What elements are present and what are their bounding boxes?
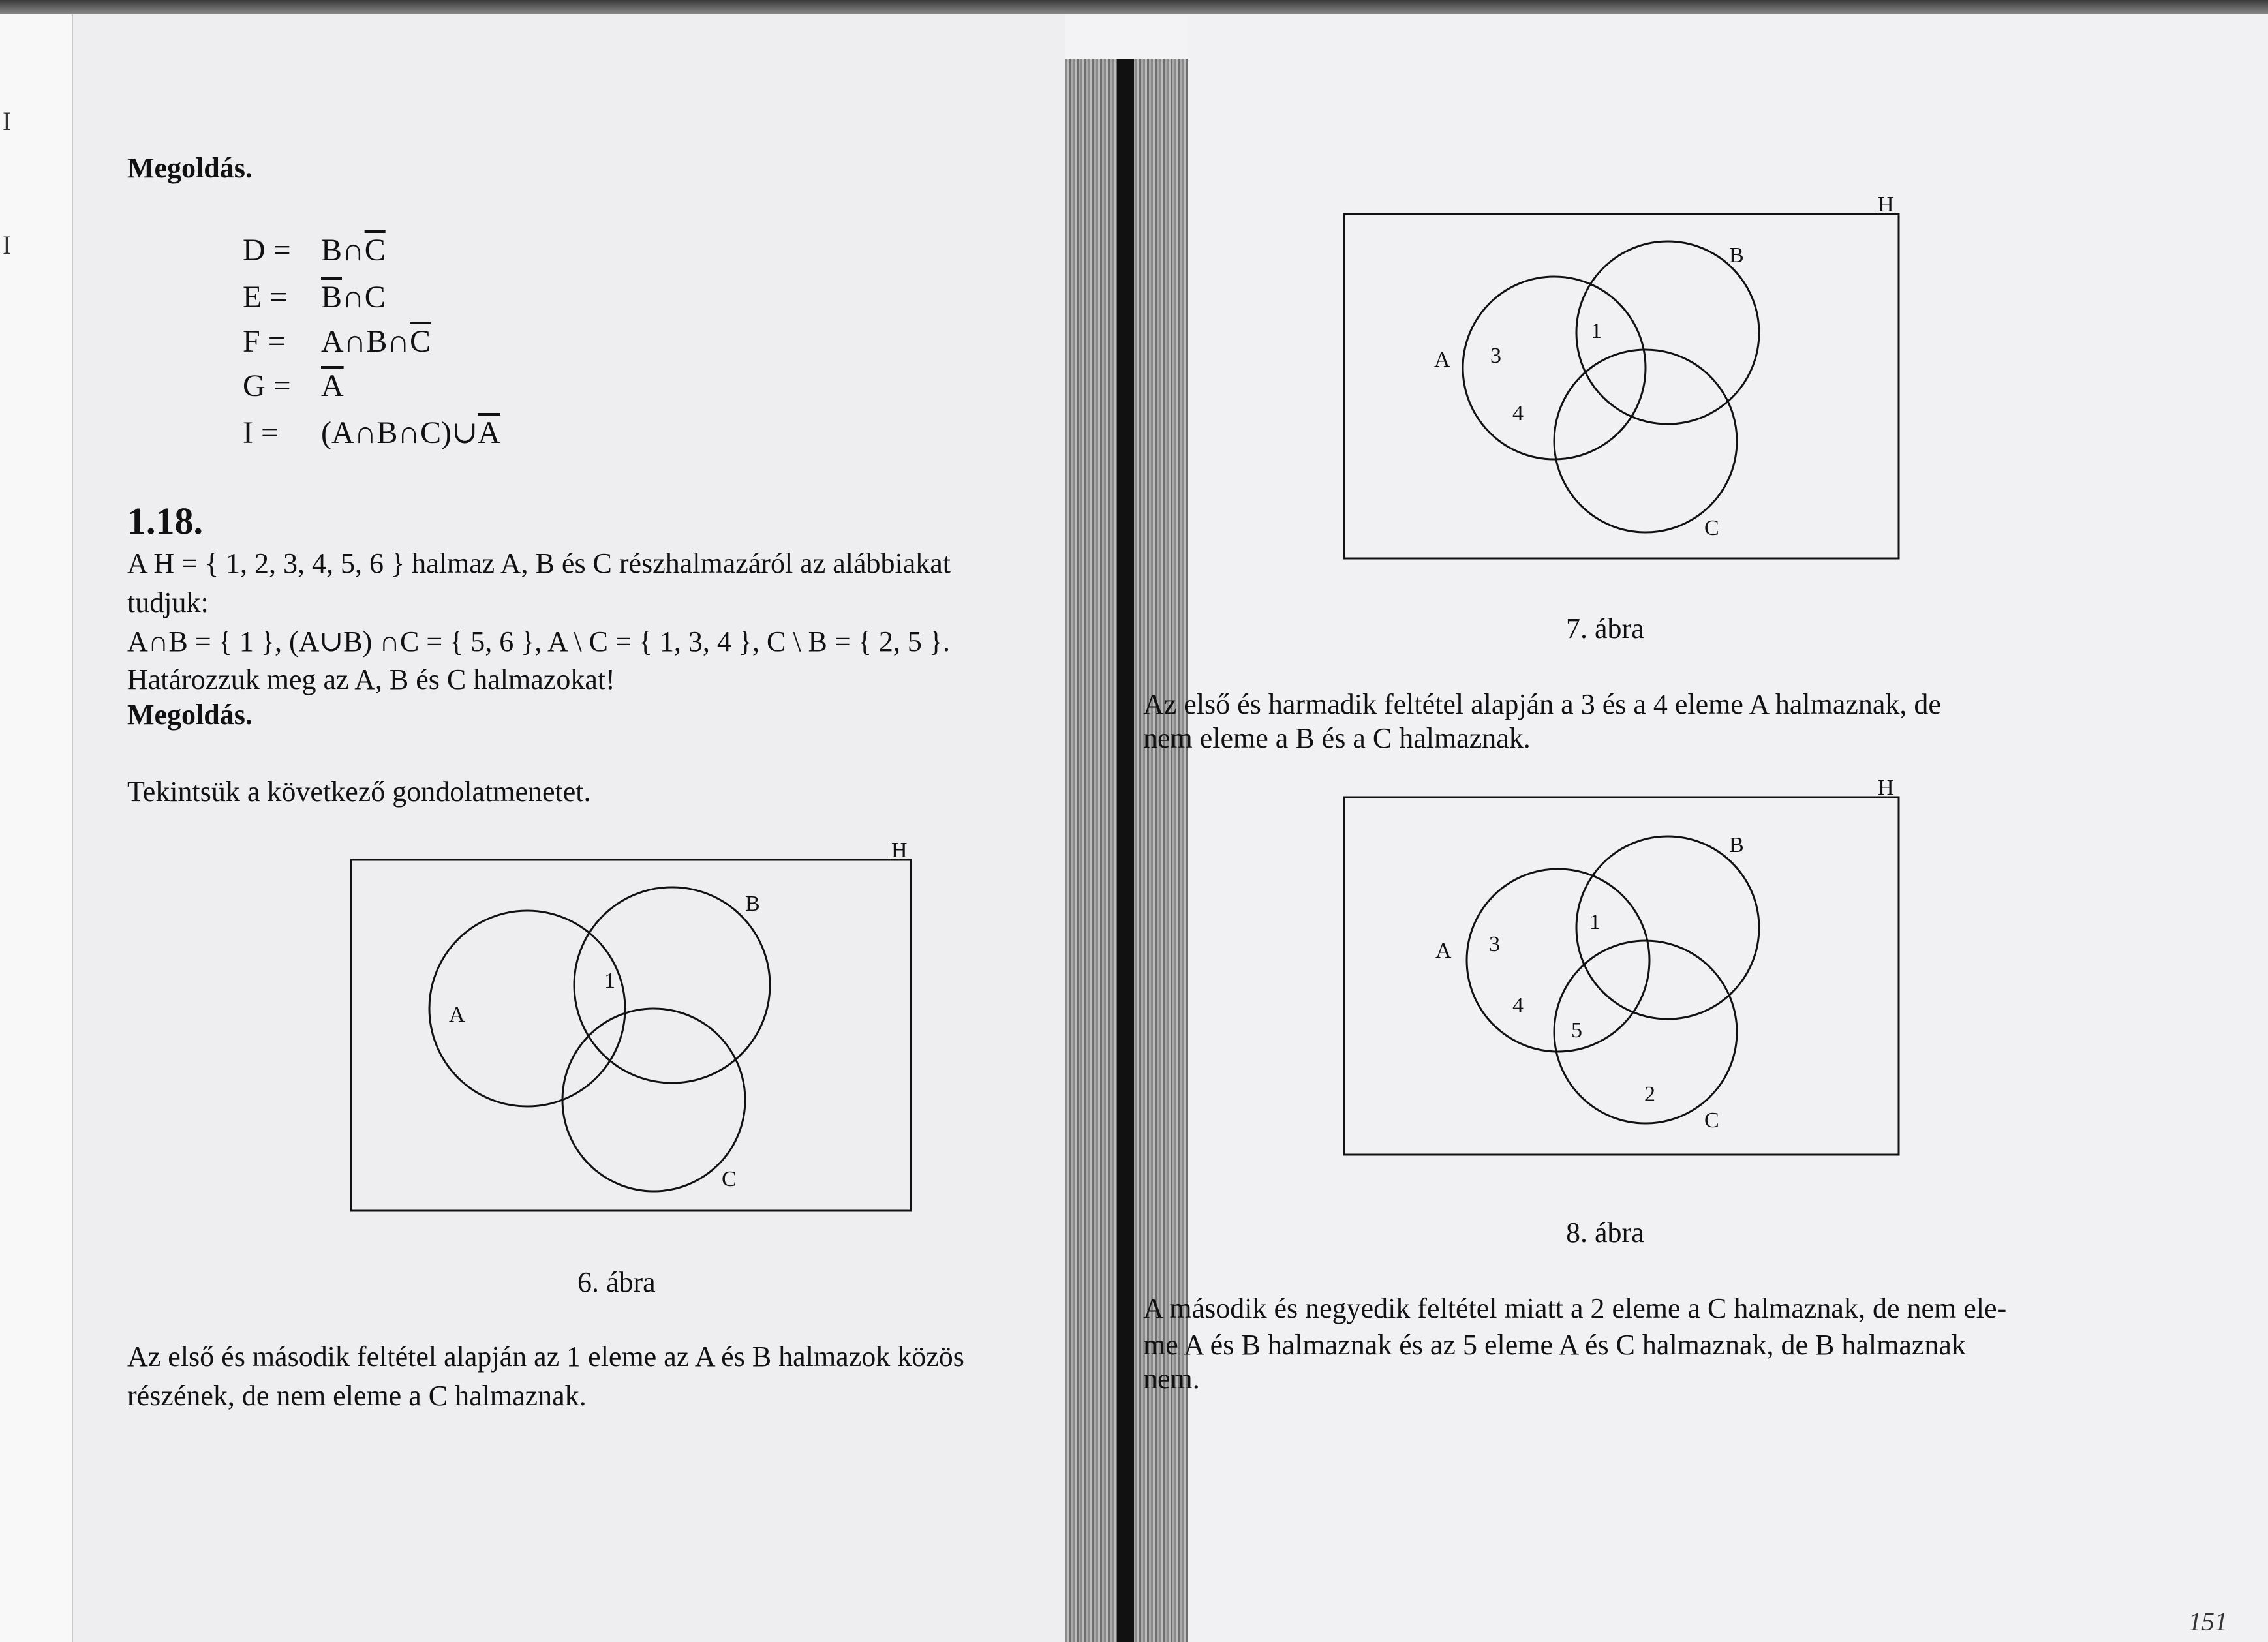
element-label: 1 bbox=[1591, 319, 1602, 343]
set-a-circle bbox=[1467, 869, 1649, 1052]
equation-lhs: D = bbox=[243, 233, 291, 267]
body-text-line: részének, de nem eleme a C halmaznak. bbox=[127, 1380, 587, 1412]
body-text-line: nem. bbox=[1143, 1363, 1200, 1395]
solution-heading: Megoldás. bbox=[127, 699, 253, 731]
equation-term: $\overline{C}$ bbox=[364, 233, 386, 267]
margin-mark: I bbox=[3, 230, 12, 260]
equation-term: C) bbox=[420, 416, 452, 450]
figure-caption: 7. ábra bbox=[1566, 613, 1644, 645]
set-b-circle bbox=[1576, 836, 1759, 1019]
problem-statement-line: tudjuk: bbox=[127, 586, 209, 618]
set-b-label: B bbox=[1729, 833, 1744, 857]
element-label: 4 bbox=[1512, 994, 1524, 1018]
equation-term: A bbox=[321, 324, 344, 359]
set-a-label: A bbox=[449, 1003, 465, 1027]
universe-rect bbox=[1344, 797, 1899, 1155]
universe-label: H bbox=[891, 838, 908, 862]
element-label: 1 bbox=[604, 969, 615, 993]
equation-term: ∩ bbox=[342, 233, 365, 267]
set-b-label: B bbox=[1729, 243, 1744, 267]
page-number: 151 bbox=[2188, 1607, 2228, 1636]
body-text-line: Az első és harmadik feltétel alapján a 3 és a 4 eleme A halmaznak, de bbox=[1143, 688, 1941, 720]
equation-term: C bbox=[364, 280, 386, 314]
equation-lhs: I = bbox=[243, 416, 279, 450]
body-text-line: me A és B halmaznak és az 5 eleme A és C halmaznak, de B halmaznak bbox=[1143, 1329, 1966, 1361]
equation-lhs: G = bbox=[243, 369, 291, 403]
equation-term: $\overline{B}$ bbox=[321, 280, 343, 314]
solution-heading: Megoldás. bbox=[127, 152, 253, 184]
equation-term: B bbox=[321, 233, 343, 267]
body-text-line: Az első és második feltétel alapján az 1 eleme az A és B halmazok közös bbox=[127, 1341, 964, 1373]
equation-term: (A bbox=[321, 416, 354, 450]
margin-mark: I bbox=[3, 106, 12, 136]
equation-term: ∪ bbox=[452, 416, 478, 450]
equation-lhs: F = bbox=[243, 324, 286, 359]
equation-term: ∩ bbox=[354, 416, 377, 450]
set-a-label: A bbox=[1435, 939, 1452, 963]
body-text-line: A második és negyedik feltétel miatt a 2 eleme a C halmaznak, de nem ele- bbox=[1143, 1292, 2007, 1324]
set-b-label: B bbox=[745, 892, 760, 916]
problem-statement-line: A H = { 1, 2, 3, 4, 5, 6 } halmaz A, B és C részhalmazáról az alábbiakat bbox=[127, 547, 951, 579]
equation-term: ∩ bbox=[342, 280, 365, 314]
solution-intro: Tekintsük a következő gondolatmenetet. bbox=[127, 776, 591, 808]
equation-term: $\overline{C}$ bbox=[410, 324, 431, 359]
equation-term: B bbox=[376, 416, 398, 450]
equation-term: ∩ bbox=[397, 416, 421, 450]
set-c-label: C bbox=[722, 1167, 737, 1191]
set-a-label: A bbox=[1434, 348, 1450, 372]
equation-term: ∩ bbox=[387, 324, 410, 359]
equation-term: $\overline{A}$ bbox=[321, 369, 344, 403]
equation-term: ∩ bbox=[343, 324, 367, 359]
set-c-label: C bbox=[1704, 516, 1719, 540]
problem-question: Határozzuk meg az A, B és C halmazokat! bbox=[127, 663, 615, 695]
element-label: 3 bbox=[1490, 344, 1501, 368]
equation-lhs: E = bbox=[243, 280, 288, 314]
equation-term: B bbox=[366, 324, 388, 359]
figure-caption: 8. ábra bbox=[1566, 1217, 1644, 1249]
universe-label: H bbox=[1878, 776, 1894, 800]
body-text-line: nem eleme a B és a C halmaznak. bbox=[1143, 722, 1531, 754]
set-c-label: C bbox=[1704, 1108, 1719, 1133]
equation-term: $\overline{A}$ bbox=[478, 416, 500, 450]
universe-label: H bbox=[1878, 192, 1894, 217]
figure-caption: 6. ábra bbox=[577, 1266, 656, 1298]
element-label: 5 bbox=[1571, 1018, 1582, 1042]
element-label: 4 bbox=[1512, 401, 1524, 425]
element-label: 3 bbox=[1489, 932, 1500, 956]
problem-number: 1.18. bbox=[127, 500, 203, 542]
problem-conditions: A∩B = { 1 }, (A∪B) ∩C = { 5, 6 }, A \ C = { 1, 3, 4 }, C \ B = { 2, 5 }. bbox=[127, 626, 950, 658]
element-label: 1 bbox=[1589, 910, 1601, 934]
element-label: 2 bbox=[1644, 1082, 1655, 1106]
